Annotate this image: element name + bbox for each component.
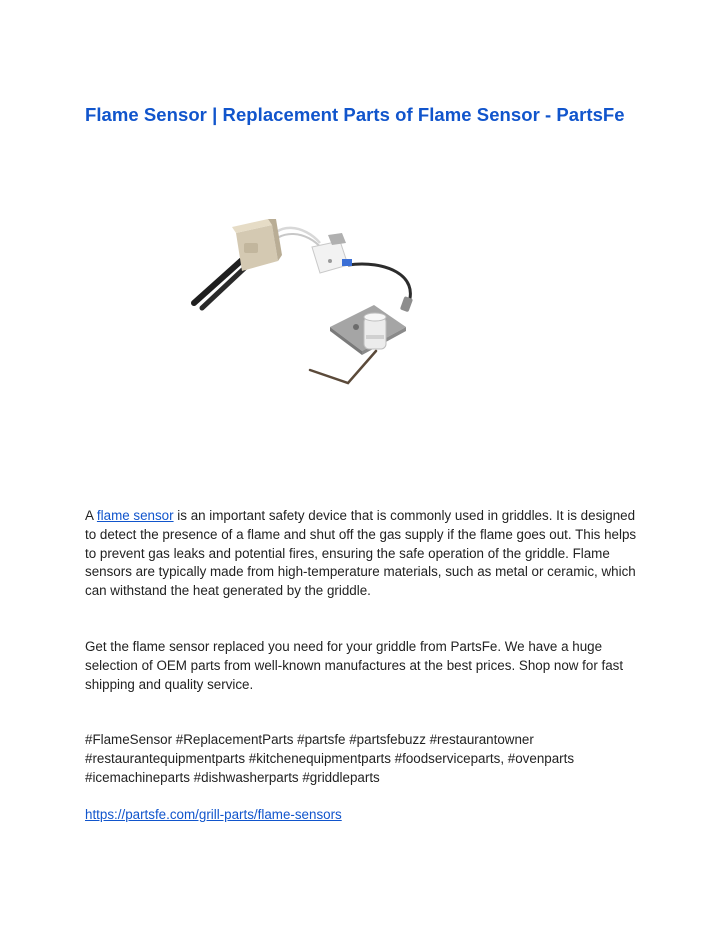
paragraph-body: is an important safety device that is commonly used in griddles. It is designed to detect the presence of a flame and shut off the gas supply if the flame goes out. This helps to prevent gas leaks and potential fires, ensuring the safe operation of the griddle. Flame sensors are typically made from high-temperature materials, such as metal or ceramic, which can withstand the heat generated by the griddle. <box>85 508 637 599</box>
description-paragraph <box>85 507 645 601</box>
flame-sensor-link[interactable]: flame sensor <box>96 508 174 523</box>
hashtags-paragraph: #FlameSensor #ReplacementParts #partsfe #partsfebuzz #restaurantowner #restaurantequipmentparts #kitchenequipmentparts #foodserviceparts, #ovenparts #icemachineparts #dishwasherparts #griddleparts <box>85 732 575 785</box>
flame-sensor-image <box>180 205 430 390</box>
paragraph-prefix: A <box>85 508 97 523</box>
sensor-probe <box>364 313 386 349</box>
sensor-wire <box>348 264 410 305</box>
page-title: Flame Sensor | Replacement Parts of Flame Sensor - PartsFe <box>85 104 625 125</box>
igniter-rods <box>194 260 242 303</box>
partsfe-url-link[interactable]: https://partsfe.com/grill-parts/flame-sensors <box>85 807 342 822</box>
flame-rod <box>310 351 376 383</box>
shop-paragraph: Get the flame sensor replaced you need for your griddle from PartsFe. We have a huge selection of OEM parts from well-known manufactures at the best prices. Shop now for fast shipping and quality service. <box>85 639 624 692</box>
